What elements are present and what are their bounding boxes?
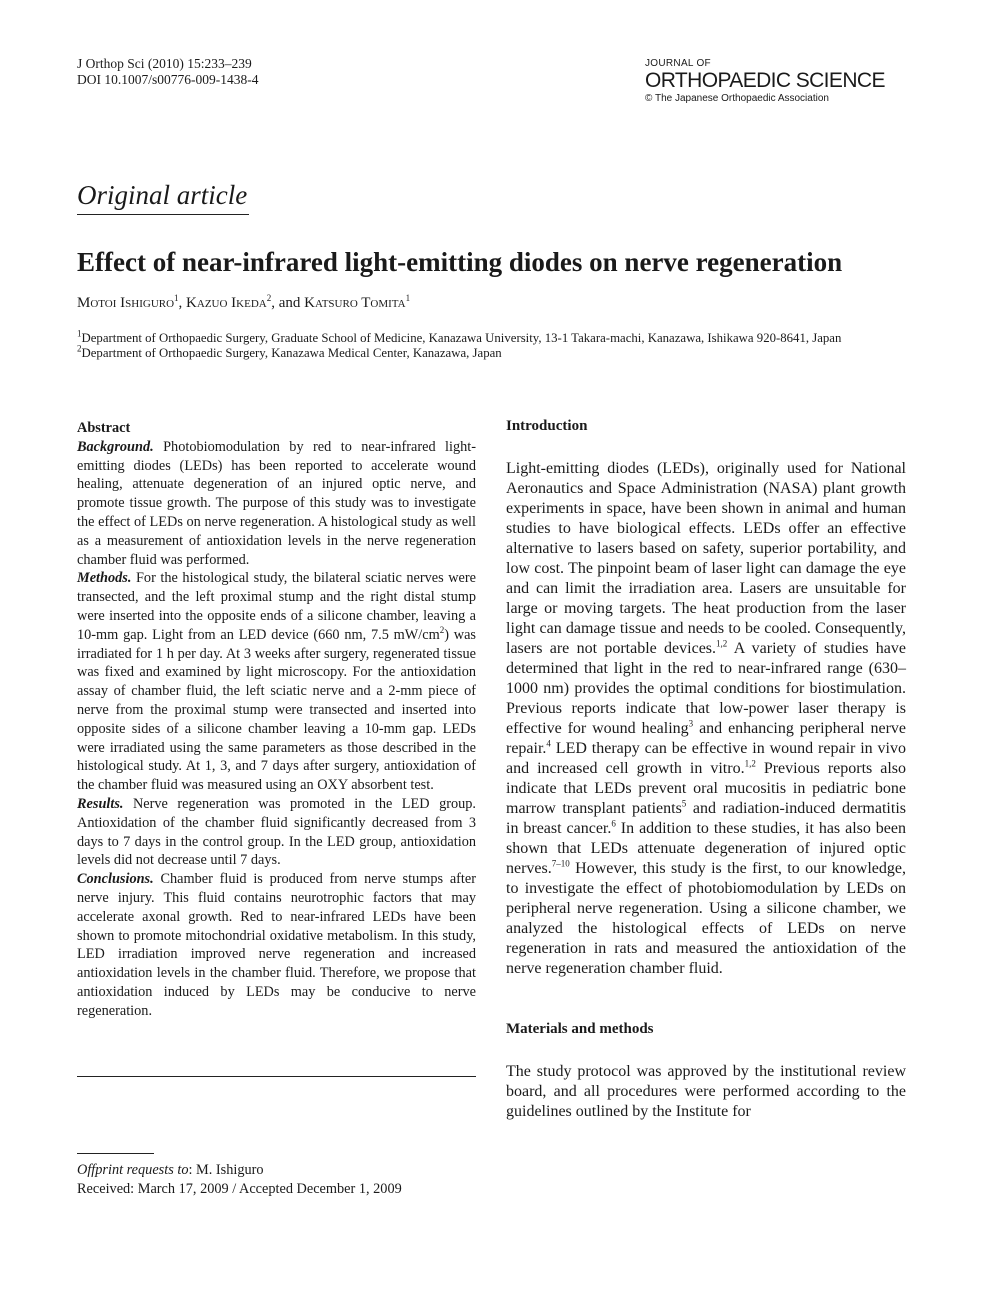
introduction-paragraph: Light-emitting diodes (LEDs), originally used for National Aeronautics and Space Administration (NASA) plant growth experiments in space, have been shown in animal and human studies to have biological effects. LEDs offer an effective alternative to lasers based on safety, superior portability, and low cost. The pinpoint beam of laser light can damage the eye and can limit the irradiation area. Lasers are unsuitable for large or moving targets. The heat production from the laser light can damage tissue and needs to be cooled. Consequently, lasers are not portable devices.$^{1,2}$ A variety of studies have determined that light in the red to near-infrared range (630–1000 nm) provides the optimal conditions for biostimulation. Previous reports indicate that low-power laser therapy is effective for wound healing$^3$ and enhancing peripheral nerve repair.$^4$ LED therapy can be effective in wound repair in vivo and increased cell growth in vitro.$^{1,2}$ Previous reports also indicate that LEDs prevent oral mucositis in pediatric bone marrow transplant patients$^5$ and radiation-induced dermatitis in breast cancer.$^6$ In addition to these studies, it has also been shown that LEDs attenuate degeneration of injured optic nerves.$^{7-10}$ However, this study is the first, to our knowledge, to investigate the effect of photobiomodulation by LEDs on peripheral nerve regeneration. Using a silicone chamber, we analyzed the histological effects of LEDs on nerve regeneration in rats and measured the antioxidation of the nerve regeneration chamber fluid. <box>506 460 907 977</box>
citation-ref: 1,2 <box>744 758 756 769</box>
citation-ref: 1,2 <box>716 638 728 649</box>
abstract <box>77 419 476 1021</box>
journal-logo <box>645 58 885 105</box>
author-name: Kazuo Ikeda <box>186 295 267 311</box>
author-list <box>77 295 410 312</box>
doi-line: DOI 10.1007/s00776-009-1438-4 <box>77 72 259 87</box>
affiliation: $^2$Department of Orthopaedic Surgery, Kanazawa Medical Center, Kanazawa, Japan <box>77 343 502 360</box>
offprint-line: Offprint requests to: M. Ishiguro <box>77 1162 264 1178</box>
citation-ref: 5 <box>681 798 687 809</box>
journal-society: © The Japanese Orthopaedic Association <box>645 93 829 104</box>
abstract-rule <box>77 1076 476 1077</box>
author-separator: , and <box>271 295 305 311</box>
footnote <box>77 1161 402 1199</box>
author-affiliation-mark: 1 <box>174 293 179 303</box>
abstract-conclusions: Conclusions. Chamber fluid is produced from nerve stumps after nerve injury. This fluid contains neurotrophic factors that may accelerate axonal growth. Red to near-infrared LEDs have been shown to promote mitochondrial oxidative metabolism. In this study, LED irradiation improved nerve regeneration and increased antioxidation levels in the chamber fluid. Therefore, we propose that antioxidation induced by LEDs may be conducive to nerve regeneration. <box>77 871 476 1019</box>
abstract-background: Background. Photobiomodulation by red to near-infrared light-emitting diodes (LEDs) has been reported to accelerate wound healing, attenuate degeneration of an injured optic nerve, and promote tissue growth. The purpose of this study was to investigate the effect of LEDs on nerve regeneration. A histological study as well as a measurement of antioxidation levels in the nerve regeneration chamber fluid was performed. <box>77 438 476 568</box>
author-separator: , <box>178 295 187 311</box>
author-affiliation-mark: 1 <box>405 293 411 303</box>
journal-name: ORTHOPAEDIC SCIENCE <box>645 69 885 92</box>
abstract-results: Results. Nerve regeneration was promoted in the LED group. Antioxidation of the chamber fluid significantly decreased from 3 days to 7 days in the control group. In the LED group, antioxidation levels did not decrease until 7 days. <box>77 795 476 869</box>
affiliation: $^1$Department of Orthopaedic Surgery, Graduate School of Medicine, Kanazawa University, 13-1 Takara-machi, Kanazawa, Ishikawa 920-8641, Japan <box>77 328 842 345</box>
materials-heading: Materials and methods <box>506 1021 654 1037</box>
materials-paragraph: The study protocol was approved by the institutional review board, and all procedures were performed according to the guidelines outlined by the Institute for <box>506 1063 906 1120</box>
citation <box>77 56 259 88</box>
section-rule <box>77 214 249 215</box>
citation-ref: 6 <box>611 818 616 829</box>
citation-line: J Orthop Sci (2010) 15:233–239 <box>77 56 252 71</box>
journal-label: JOURNAL OF <box>645 58 711 69</box>
citation-ref: 3 <box>688 718 694 729</box>
abstract-heading: Abstract <box>77 420 131 436</box>
received-line: Received: March 17, 2009 / Accepted December 1, 2009 <box>77 1181 402 1197</box>
abstract-methods: Methods. For the histological study, the bilateral sciatic nerves were transected, and the left proximal stump and the right distal stump were inserted into the opposite ends of a silicone chamber, leaving a 10-mm gap. Light from an LED device (660 nm, 7.5 $mW/cm^2$) was irradiated for 1 h per day. At 3 weeks after surgery, regenerated tissue was fixed and examined by light microscopy. For the antioxidation assay of chamber fluid, the left sciatic nerve and a 2-mm piece of nerve from the proximal stump were transected and inserted into opposite sides of a silicone chamber leaving a 10-mm gap. LEDs were irradiated using the same parameters as those described in the histological study. At 1, 3, and 7 days after surgery, antioxidation of the chamber fluid was measured using an OXY absorbent test. <box>77 570 476 794</box>
author-name: Katsuro Tomita <box>304 295 406 311</box>
citation-ref: 4 <box>546 738 551 749</box>
body-column <box>506 416 906 1122</box>
section-label: Original article <box>77 180 248 210</box>
footnote-rule <box>77 1153 154 1154</box>
citation-ref: 7–10 <box>551 858 570 869</box>
author-name: Motoi Ishiguro <box>77 295 175 311</box>
affiliations <box>77 328 877 360</box>
article-title: Effect of near-infrared light-emitting diodes on nerve regeneration <box>77 247 843 277</box>
introduction-heading: Introduction <box>506 418 588 434</box>
author-affiliation-mark: 2 <box>266 293 272 303</box>
